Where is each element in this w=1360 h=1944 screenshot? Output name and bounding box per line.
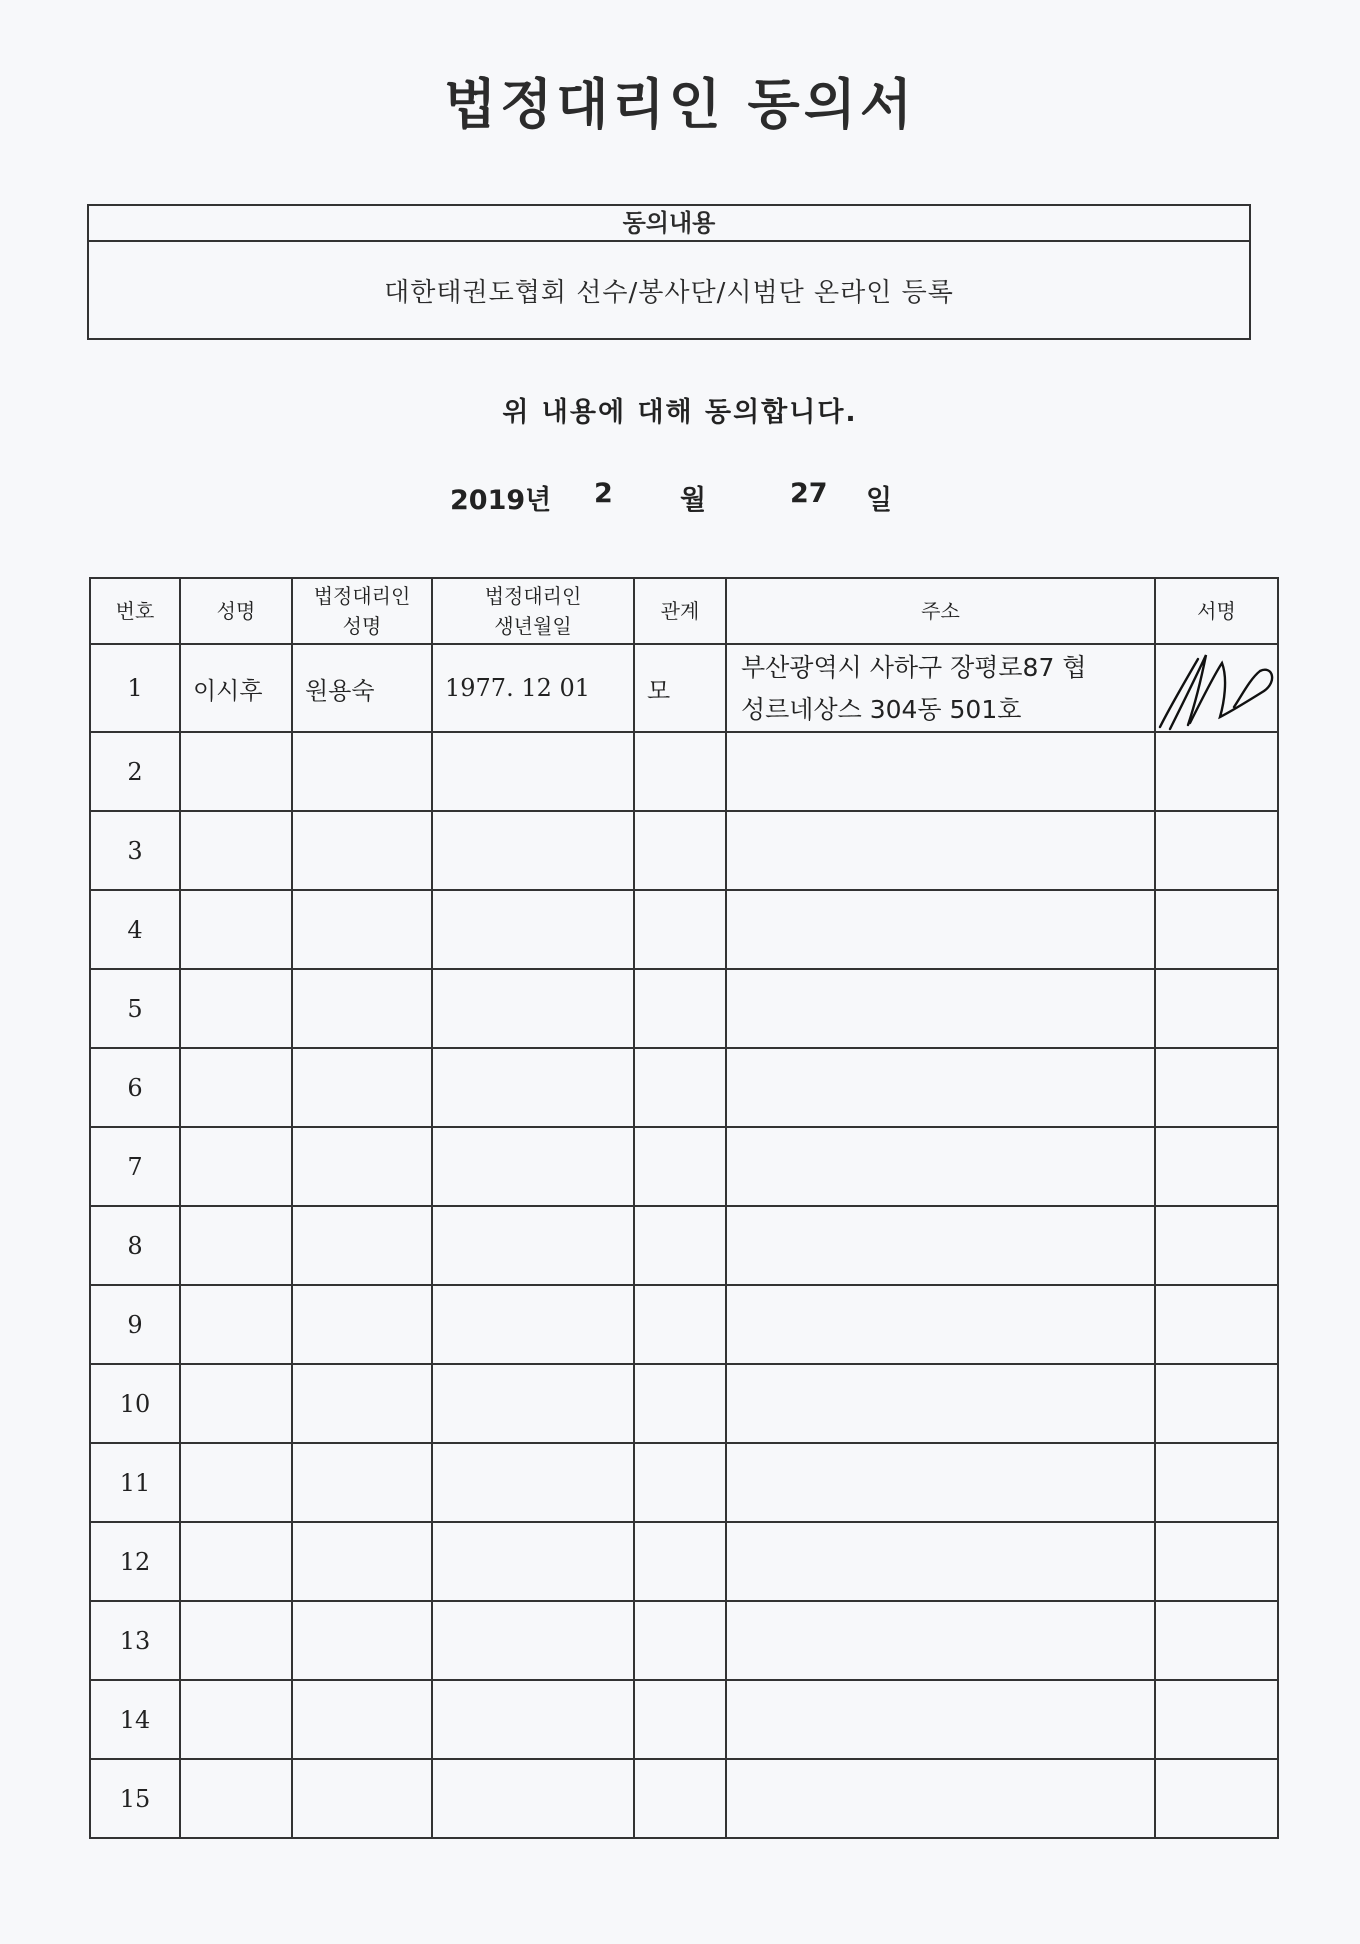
cell-address: [726, 1522, 1155, 1601]
cell-guardian-birth: [432, 1522, 634, 1601]
cell-number: 14: [90, 1680, 180, 1759]
cell-relation: [634, 890, 726, 969]
date-year: 2019년: [450, 485, 552, 516]
cell-guardian-name: [292, 1601, 432, 1680]
cell-signature: [1155, 1048, 1278, 1127]
header-guardian-name-line2: 성명: [342, 614, 382, 638]
cell-relation: [634, 1364, 726, 1443]
table-row: [90, 1127, 1278, 1206]
cell-guardian-birth: [432, 1364, 634, 1443]
cell-name: [180, 1522, 292, 1601]
cell-guardian-name: [292, 1285, 432, 1364]
cell-relation: [634, 1127, 726, 1206]
cell-guardian-birth: [432, 1206, 634, 1285]
cell-guardian-birth: [432, 811, 634, 890]
cell-signature: [1155, 732, 1278, 811]
cell-relation: [634, 1443, 726, 1522]
cell-name: [180, 811, 292, 890]
cell-signature: [1155, 1364, 1278, 1443]
cell-address: [726, 1680, 1155, 1759]
header-guardian-name: [292, 578, 432, 644]
table-header-row: [90, 578, 1278, 644]
cell-guardian-birth: [432, 1443, 634, 1522]
cell-signature: [1155, 644, 1278, 732]
cell-relation: [634, 1759, 726, 1838]
cell-name: [180, 1285, 292, 1364]
cell-relation: [634, 1680, 726, 1759]
cell-address: [726, 1206, 1155, 1285]
cell-guardian-birth: [432, 1127, 634, 1206]
cell-number: 12: [90, 1522, 180, 1601]
cell-address: [726, 644, 1155, 732]
cell-name: [180, 1048, 292, 1127]
cell-number: 4: [90, 890, 180, 969]
cell-number: 5: [90, 969, 180, 1048]
cell-guardian-name: [292, 811, 432, 890]
cell-name: [180, 1680, 292, 1759]
cell-guardian-birth: [432, 1285, 634, 1364]
date-day-unit: 일: [866, 485, 893, 516]
cell-signature: [1155, 1680, 1278, 1759]
cell-signature: [1155, 1127, 1278, 1206]
cell-name: [180, 969, 292, 1048]
table-row: [90, 732, 1278, 811]
cell-signature: [1155, 1285, 1278, 1364]
cell-number: 15: [90, 1759, 180, 1838]
table-row: [90, 1285, 1278, 1364]
header-signature: 서명: [1155, 578, 1278, 644]
table-row: [90, 1443, 1278, 1522]
consent-header: 동의내용: [89, 206, 1249, 242]
cell-address: [726, 732, 1155, 811]
cell-relation: [634, 1522, 726, 1601]
cell-guardian-name: [292, 1127, 432, 1206]
cell-number: 1: [90, 644, 180, 732]
document-title: 법정대리인 동의서: [443, 73, 917, 136]
header-guardian-birth-line1: 법정대리인: [484, 584, 582, 608]
header-address: 주소: [726, 578, 1155, 644]
header-relation: 관계: [634, 578, 726, 644]
cell-guardian-name: 원용숙: [292, 644, 432, 732]
cell-name: [180, 1127, 292, 1206]
cell-address: [726, 811, 1155, 890]
address-line-1: 부산광역시 사하구 장평로87 협: [741, 653, 1087, 682]
cell-relation: [634, 732, 726, 811]
cell-name: [180, 890, 292, 969]
table-row: [90, 1048, 1278, 1127]
cell-signature: [1155, 1206, 1278, 1285]
table-row: [90, 1601, 1278, 1680]
cell-guardian-name: [292, 732, 432, 811]
header-guardian-birth-line2: 생년월일: [494, 614, 572, 638]
date-month-value: 2: [594, 478, 613, 509]
guardian-table: [89, 577, 1279, 1839]
cell-guardian-name: [292, 969, 432, 1048]
table-row: [90, 811, 1278, 890]
header-guardian-birth: [432, 578, 634, 644]
cell-guardian-name: [292, 1443, 432, 1522]
cell-address: [726, 1601, 1155, 1680]
table-row: [90, 1680, 1278, 1759]
cell-guardian-birth: [432, 890, 634, 969]
cell-relation: [634, 1285, 726, 1364]
cell-guardian-birth: [432, 732, 634, 811]
cell-name: [180, 732, 292, 811]
cell-relation: [634, 1601, 726, 1680]
table-row: [90, 1364, 1278, 1443]
cell-number: 10: [90, 1364, 180, 1443]
cell-address: [726, 1285, 1155, 1364]
date-day-value: 27: [790, 478, 828, 509]
cell-signature: [1155, 1759, 1278, 1838]
cell-guardian-name: [292, 1680, 432, 1759]
cell-signature: [1155, 890, 1278, 969]
table-row: [90, 969, 1278, 1048]
cell-guardian-name: [292, 1364, 432, 1443]
cell-signature: [1155, 1522, 1278, 1601]
cell-name: [180, 1364, 292, 1443]
cell-number: 3: [90, 811, 180, 890]
cell-number: 2: [90, 732, 180, 811]
cell-guardian-birth: [432, 1680, 634, 1759]
header-guardian-name-line1: 법정대리인: [313, 584, 411, 608]
cell-number: 11: [90, 1443, 180, 1522]
cell-guardian-birth: [432, 969, 634, 1048]
header-number: 번호: [90, 578, 180, 644]
cell-address: [726, 1759, 1155, 1838]
cell-guardian-name: [292, 1522, 432, 1601]
address-line-2: 성르네상스 304동 501호: [741, 695, 1022, 724]
cell-guardian-birth: [432, 1759, 634, 1838]
cell-relation: [634, 1048, 726, 1127]
cell-name: 이시후: [180, 644, 292, 732]
cell-guardian-name: [292, 1048, 432, 1127]
cell-relation: [634, 969, 726, 1048]
cell-name: [180, 1759, 292, 1838]
consent-content: 대한태권도협회 선수/봉사단/시범단 온라인 등록: [384, 278, 954, 308]
cell-address: [726, 890, 1155, 969]
cell-signature: [1155, 1601, 1278, 1680]
handwritten-signature: [1156, 645, 1278, 730]
cell-guardian-name: [292, 890, 432, 969]
cell-number: 8: [90, 1206, 180, 1285]
cell-address: [726, 1048, 1155, 1127]
header-name: 성명: [180, 578, 292, 644]
table-row: [90, 890, 1278, 969]
cell-address: [726, 1364, 1155, 1443]
cell-guardian-birth: [432, 1048, 634, 1127]
cell-number: 7: [90, 1127, 180, 1206]
cell-address: [726, 969, 1155, 1048]
cell-address: [726, 1443, 1155, 1522]
consent-box: [87, 204, 1251, 340]
cell-name: [180, 1443, 292, 1522]
cell-name: [180, 1206, 292, 1285]
cell-guardian-name: [292, 1206, 432, 1285]
cell-guardian-name: [292, 1759, 432, 1838]
table-body: [90, 644, 1278, 1838]
table-row: [90, 1522, 1278, 1601]
cell-signature: [1155, 969, 1278, 1048]
cell-relation: [634, 811, 726, 890]
cell-number: 6: [90, 1048, 180, 1127]
agreement-statement: 위 내용에 대해 동의합니다.: [502, 397, 858, 428]
cell-signature: [1155, 811, 1278, 890]
cell-number: 9: [90, 1285, 180, 1364]
table-row: [90, 1759, 1278, 1838]
cell-address: [726, 1127, 1155, 1206]
cell-guardian-birth: [432, 1601, 634, 1680]
cell-number: 13: [90, 1601, 180, 1680]
date-month-unit: 월: [680, 485, 707, 516]
cell-relation: [634, 1206, 726, 1285]
cell-guardian-birth: 1977. 12 01: [432, 644, 634, 732]
cell-name: [180, 1601, 292, 1680]
cell-signature: [1155, 1443, 1278, 1522]
table-row: [90, 1206, 1278, 1285]
table-row: [90, 644, 1278, 732]
cell-relation: 모: [634, 644, 726, 732]
